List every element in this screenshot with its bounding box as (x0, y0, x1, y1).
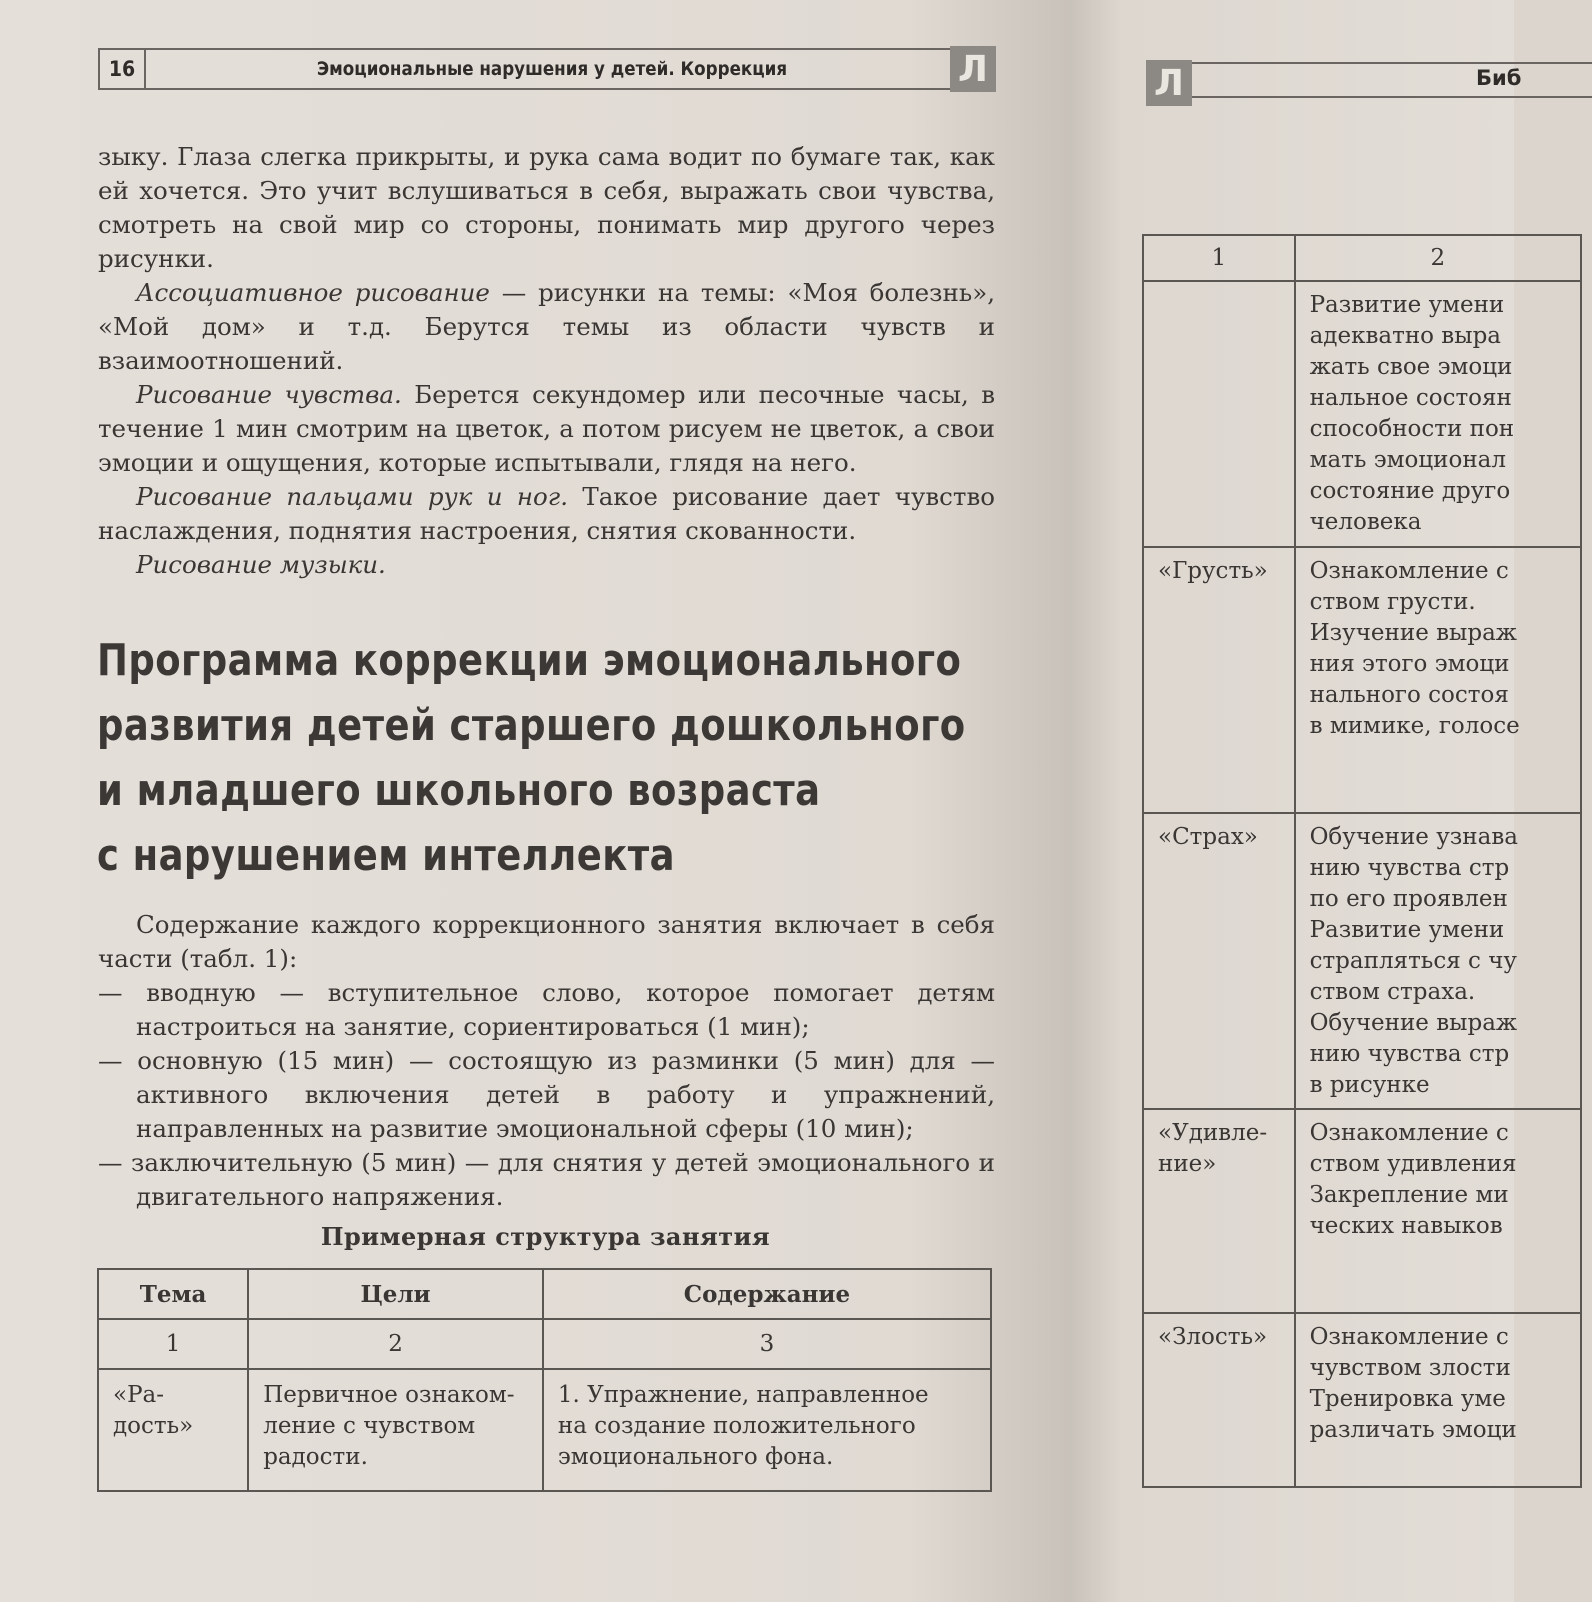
cell-line: адекватно выра (1309, 323, 1502, 349)
theme-cell (98, 1369, 248, 1491)
cell-line: ление с чувством (263, 1413, 476, 1439)
cell-line: человека (1309, 509, 1422, 535)
assoc-title: Ассоциативное рисование (136, 278, 490, 307)
cell-line: Изучение выраж (1309, 620, 1517, 646)
cell-line: «Грусть» (1158, 558, 1268, 584)
cell-line: радости. (263, 1444, 368, 1470)
cell-line: ния этого эмоци (1309, 651, 1510, 677)
list-item: — вводную — вступительное слово, которое помогает детям настроиться на занятие, сориентироваться (1 мин); (98, 978, 995, 1041)
cell-line: Обучение выраж (1309, 1010, 1518, 1036)
column-number: 1 (1143, 235, 1295, 281)
content-paragraph: Содержание каждого коррекционного занятия включает в себя части (табл. 1): (98, 910, 995, 973)
goal-cell (1295, 1109, 1581, 1313)
body-text-top (98, 140, 995, 582)
cell-line: в рисунке (1309, 1072, 1430, 1098)
running-head-title: Биб (1476, 66, 1522, 90)
theme-cell (1143, 1109, 1295, 1313)
fingers-title: Рисование пальцами рук и ног. (136, 482, 568, 511)
cell-line: Развитие умени (1309, 917, 1505, 943)
table-row (1143, 813, 1581, 1109)
list-item: — основную (15 мин) — состоящую из разминки (5 мин) для — активного включения детей в работу и упражнений, направленных на развитие эмоциональной сферы (10 мин); (98, 1046, 995, 1143)
cell-line: Закрепление ми (1309, 1182, 1509, 1208)
cell-line: «Страх» (1158, 824, 1258, 850)
body-text-bottom (98, 908, 995, 1214)
theme-cell (1143, 813, 1295, 1109)
lesson-structure-table (97, 1268, 992, 1492)
assoc-text: — рисунки на темы: «Моя болезнь», «Мой дом» и т.д. Берутся темы из области чувств и взаимоотношений. (98, 278, 995, 375)
table-row (1143, 1313, 1581, 1487)
column-number: 3 (543, 1319, 991, 1369)
music-title: Рисование музыки. (136, 550, 386, 579)
cell-line: дость» (113, 1413, 194, 1439)
running-head-title: Эмоциональные нарушения у детей. Коррекция (316, 58, 788, 80)
publisher-logo: Л (1146, 60, 1192, 106)
cell-line: Развитие умени (1309, 292, 1505, 318)
cell-line: страпляться с чу (1309, 948, 1517, 974)
cell-line: чувством злости (1309, 1355, 1511, 1381)
running-head-frame (1192, 62, 1592, 98)
cell-line: ством страха. (1309, 979, 1476, 1005)
feeling-title: Рисование чувства. (136, 380, 402, 409)
cell-line: «Злость» (1158, 1324, 1268, 1350)
table-header: Цели (248, 1269, 543, 1319)
cell-line: по его проявлен (1309, 886, 1508, 912)
cell-line: Ознакомление с (1309, 1120, 1509, 1146)
theme-cell (1143, 547, 1295, 813)
section-heading (97, 628, 966, 888)
cell-line: Ознакомление с (1309, 1324, 1509, 1350)
cell-line: Первичное ознаком- (263, 1382, 515, 1408)
table-header: Содержание (543, 1269, 991, 1319)
goal-cell (248, 1369, 543, 1491)
theme-cell (1143, 1313, 1295, 1487)
cell-line: нального состоя (1309, 682, 1509, 708)
heading-line: развития детей старшего дошкольного (97, 700, 966, 751)
table-row (1143, 1109, 1581, 1313)
table-caption: Примерная структура занятия (320, 1222, 771, 1251)
goal-cell (1295, 813, 1581, 1109)
cell-line: ние» (1158, 1151, 1217, 1177)
content-cell (543, 1369, 991, 1491)
cell-line: нальное состоян (1309, 385, 1512, 411)
cell-line: на создание положительного (557, 1413, 916, 1439)
cell-line: 1. Упражнение, направленное (557, 1382, 929, 1408)
cell-line: «Ра- (113, 1382, 165, 1408)
goal-cell (1295, 547, 1581, 813)
cell-line: различать эмоци (1309, 1417, 1517, 1443)
running-head (98, 48, 996, 90)
cell-line: Обучение узнава (1309, 824, 1518, 850)
cell-line: ством удивления (1309, 1151, 1517, 1177)
cell-line: ством грусти. (1309, 589, 1476, 615)
goal-cell (1295, 281, 1581, 547)
cell-line: состояние друго (1309, 478, 1511, 504)
table-row (98, 1369, 991, 1491)
feeling-text: Берется секундомер или песочные часы, в течение 1 мин смотрим на цветок, а потом рисуем не цветок, а свои эмоции и ощущения, которые испытывали, глядя на него. (98, 380, 995, 477)
heading-line: с нарушением интеллекта (97, 830, 675, 881)
cell-line: эмоционального фона. (557, 1444, 834, 1470)
cell-line: Ознакомление с (1309, 558, 1509, 584)
cell-line: Тренировка уме (1309, 1386, 1506, 1412)
heading-line: Программа коррекции эмоционального (97, 635, 962, 686)
right-page (1068, 0, 1522, 1602)
cell-line: мать эмоционал (1309, 447, 1506, 473)
column-number: 2 (248, 1319, 543, 1369)
table-number-row (98, 1319, 991, 1369)
table-row (1143, 281, 1581, 547)
cell-line: нию чувства стр (1309, 855, 1510, 881)
column-number: 2 (1295, 235, 1581, 281)
cell-line: жать свое эмоци (1309, 354, 1513, 380)
feeling-paragraph (98, 378, 995, 480)
table-number-row (1143, 235, 1581, 281)
assoc-paragraph (98, 276, 995, 378)
cell-line: в мимике, голосе (1309, 713, 1520, 739)
heading-line: и младшего школьного возраста (97, 765, 821, 816)
list-item: — заключительную (5 мин) — для снятия у детей эмоционального и двигательного напряжения. (98, 1148, 995, 1211)
table-row (1143, 547, 1581, 813)
fingers-paragraph (98, 480, 995, 548)
table-header-row (98, 1269, 991, 1319)
cell-line: «Удивле- (1158, 1120, 1268, 1146)
publisher-logo: Л (950, 46, 996, 92)
fingers-text: Такое рисование дает чувство наслаждения, поднятия настроения, снятия скованности. (98, 482, 995, 545)
table-header: Тема (98, 1269, 248, 1319)
music-paragraph (98, 548, 995, 582)
cell-line: ческих навыков (1309, 1213, 1503, 1239)
page-number: 16 (100, 50, 146, 88)
cell-line: способности пон (1309, 416, 1515, 442)
lesson-structure-table-continued (1142, 234, 1582, 1488)
theme-cell (1143, 281, 1295, 547)
column-number: 1 (98, 1319, 248, 1369)
cell-line: нию чувства стр (1309, 1041, 1510, 1067)
goal-cell (1295, 1313, 1581, 1487)
intro-paragraph: зыку. Глаза слегка прикрыты, и рука сама водит по бумаге так, как ей хочется. Это учит вслушиваться в себя, выражать свои чувства, смотреть на свой мир со стороны, понимать мир другого через рисунки. (98, 142, 995, 273)
